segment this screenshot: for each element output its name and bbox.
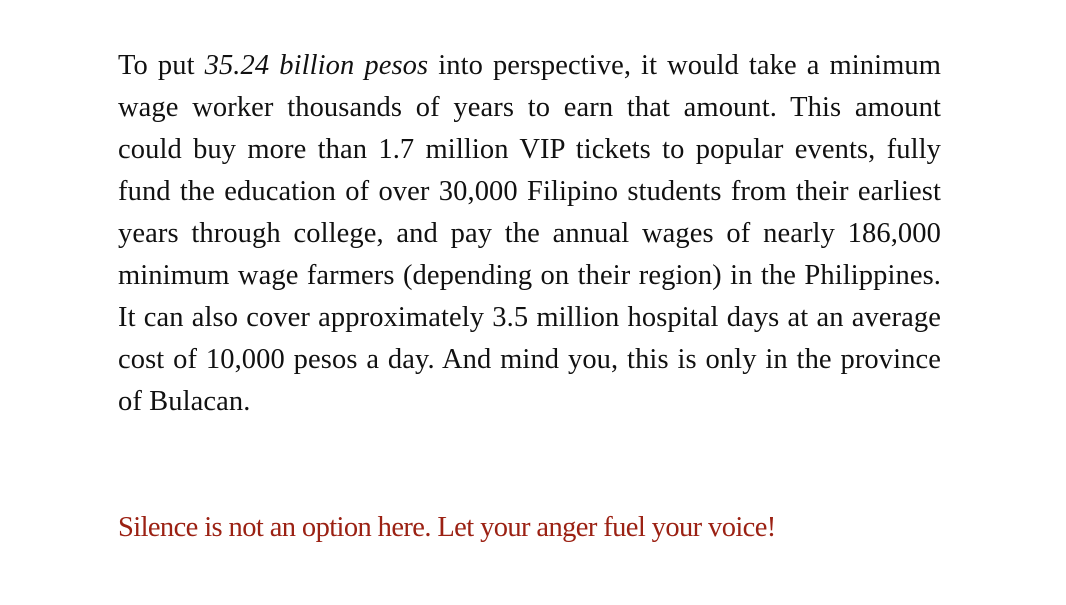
- paragraph-lead: To put: [118, 50, 195, 81]
- paragraph-rest: into perspective, it would take a minimum wage worker thousands of years to earn that amount. This amount could buy more than 1.7 million VIP tickets to popular events, fully fund the education of over 30,000 Filipino students from their earliest years through college, and pay the annual wages of nearly 186,000 minimum wage farmers (depending on their region) in the Philippines. It can also cover approximately 3.5 million hospital days at an average cost of 10,000 pesos a day. And mind you, this is only in the province of Bulacan.: [118, 50, 942, 417]
- body-paragraph: [118, 45, 941, 423]
- callout-text: Silence is not an option here. Let your anger fuel your voice!: [118, 512, 776, 543]
- paragraph-highlight: 35.24 billion pesos: [204, 50, 429, 81]
